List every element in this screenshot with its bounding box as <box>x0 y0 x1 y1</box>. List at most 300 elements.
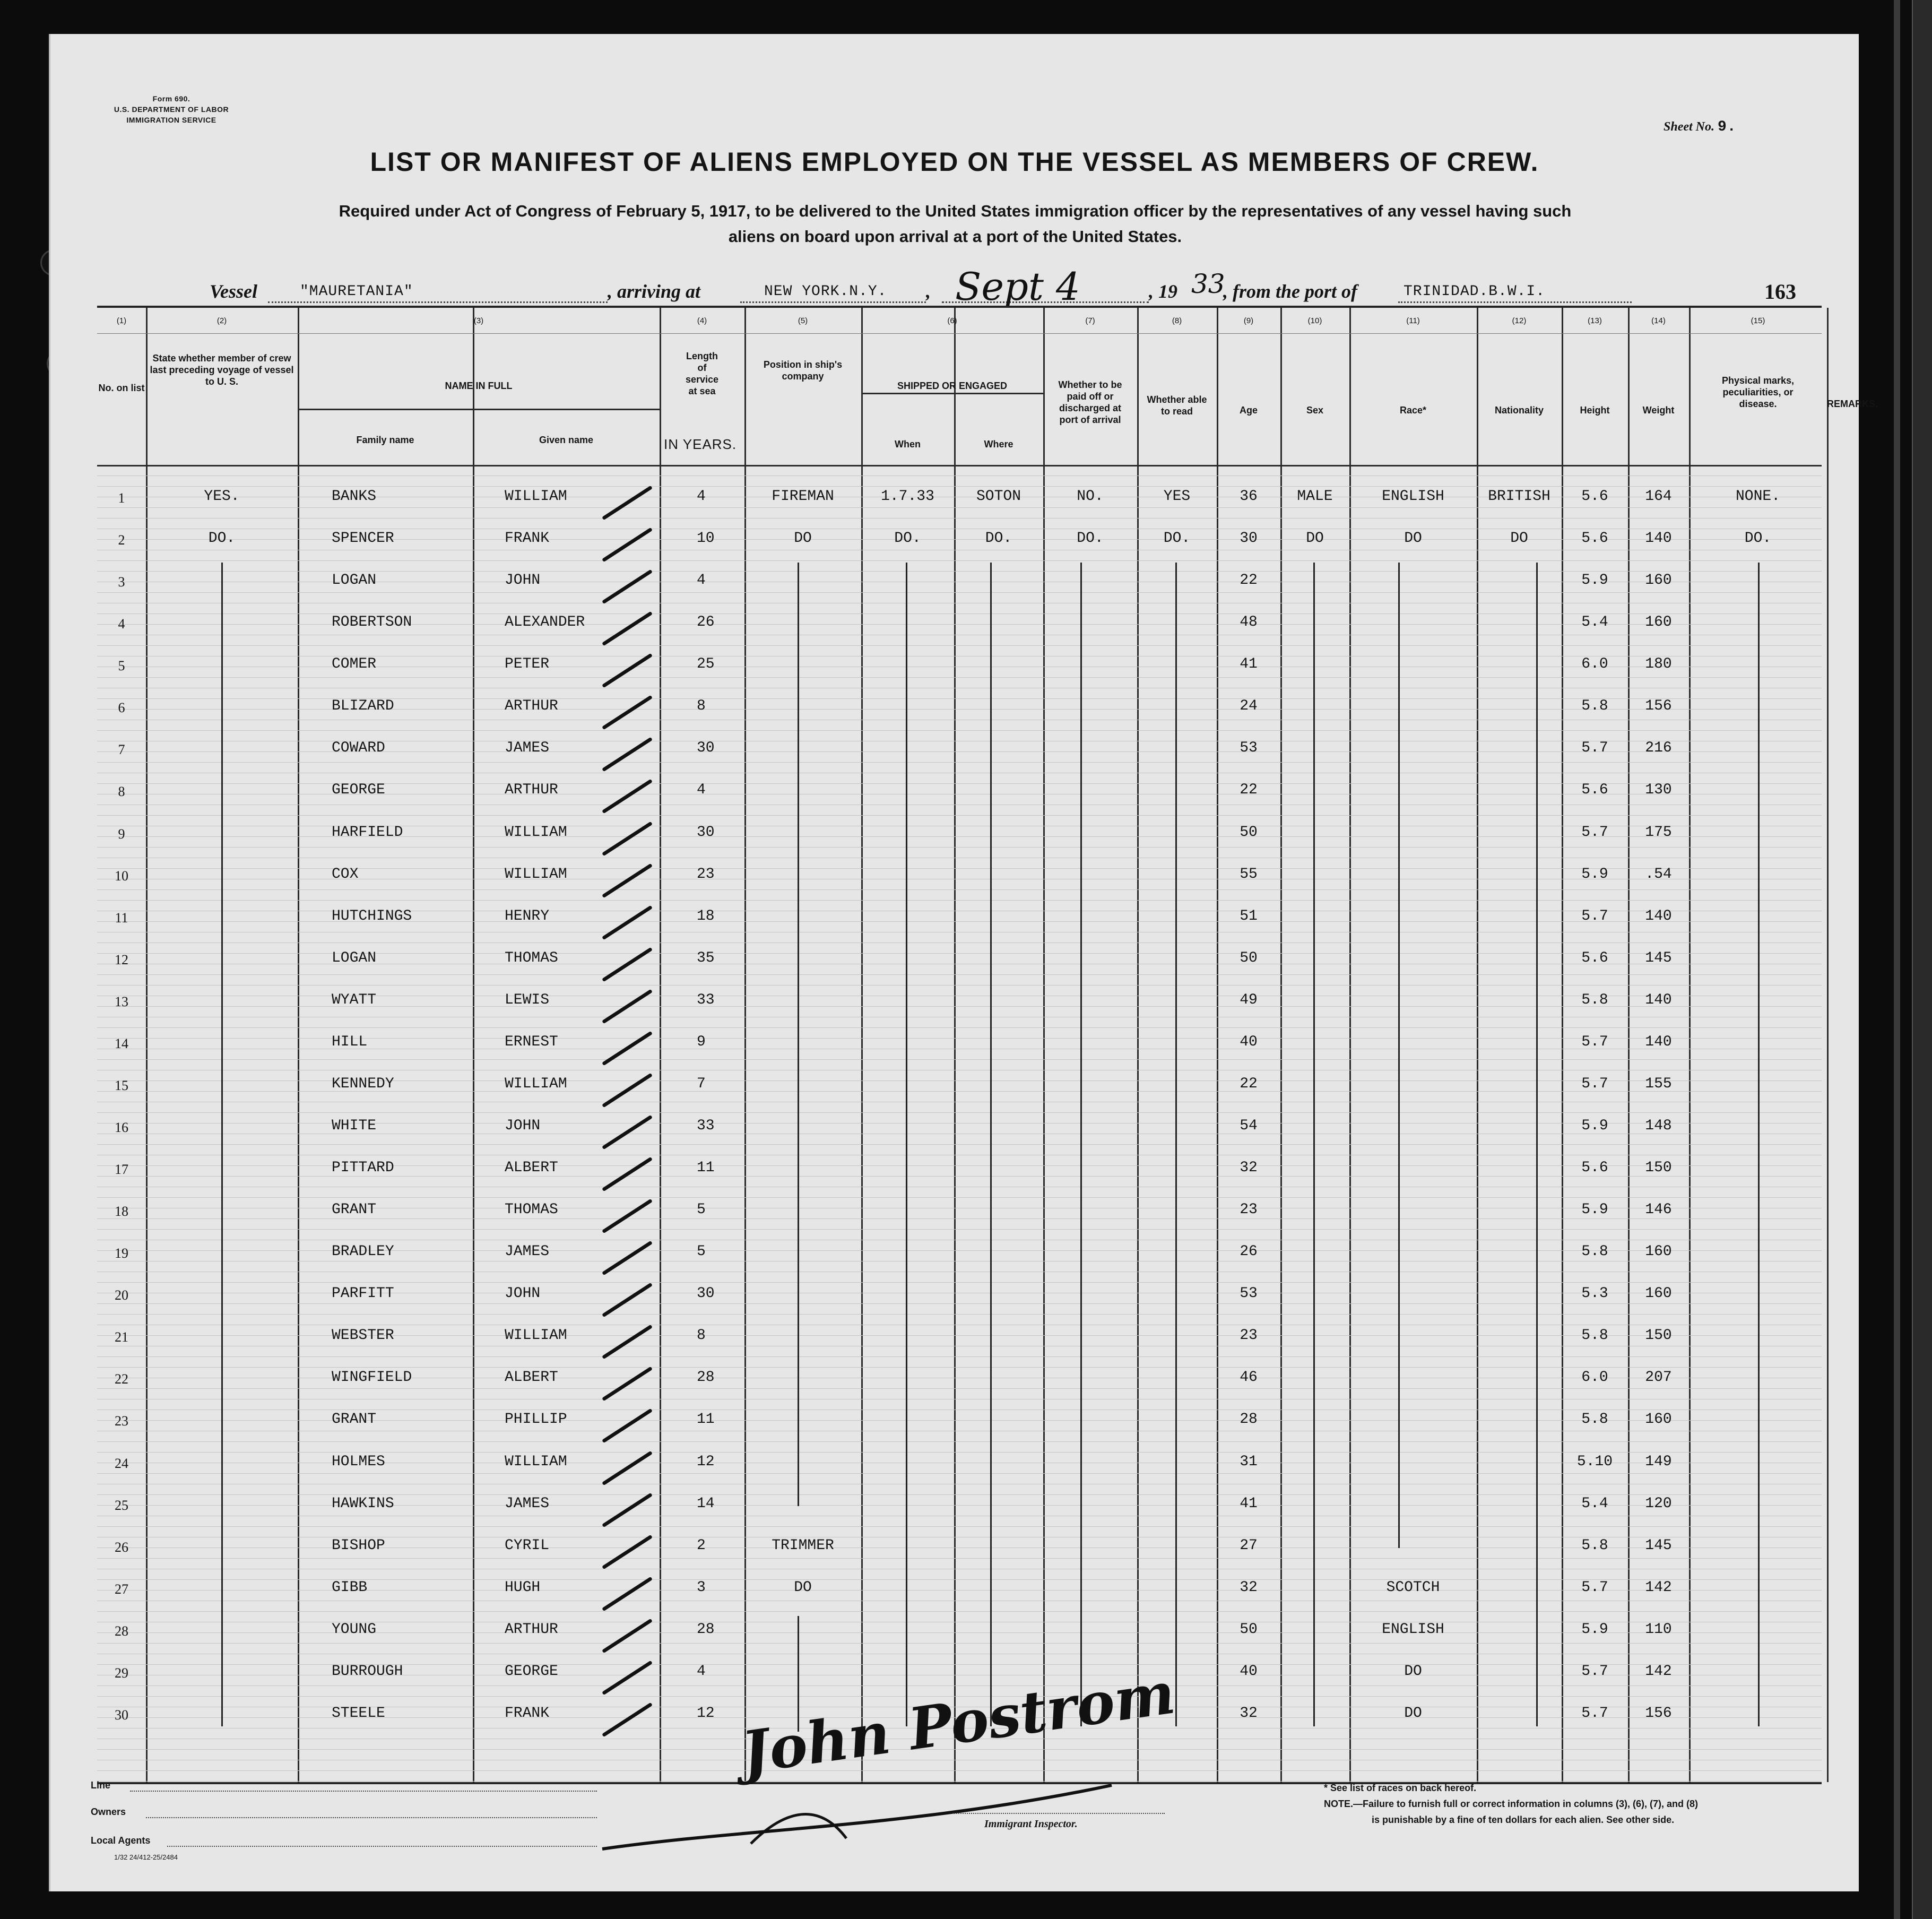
grid-line <box>97 730 1822 731</box>
year-handwritten: 33 <box>1191 269 1225 299</box>
inspector-signature: John Postrom <box>738 1659 1179 1787</box>
cell-family: SPENCER <box>332 530 394 547</box>
cell-age: 31 <box>1240 1453 1258 1470</box>
grid-line <box>97 1314 1822 1315</box>
cell-family: BANKS <box>332 488 377 505</box>
cell-weight: 130 <box>1645 782 1672 799</box>
cell-height: 5.4 <box>1581 1495 1608 1512</box>
row-number: 5 <box>118 658 125 674</box>
sheet-number: 9. <box>1718 119 1737 135</box>
cell-family: BRADLEY <box>332 1243 394 1260</box>
cell-family: GIBB <box>332 1579 368 1596</box>
row-number: 15 <box>115 1077 128 1093</box>
cell-weight: 149 <box>1645 1453 1672 1470</box>
cell-race: DO <box>1404 530 1422 547</box>
cell-family: LOGAN <box>332 949 377 966</box>
col-header-where: Where <box>984 439 1013 450</box>
cell-given: JOHN <box>505 572 541 589</box>
cell-height: 5.4 <box>1581 614 1608 631</box>
col-num-12: (12) <box>1512 316 1527 325</box>
ditto-line-marks <box>1758 563 1760 1726</box>
grid-line <box>97 1144 1822 1145</box>
footnote-races: * See list of races on back hereof. <box>1324 1783 1477 1793</box>
arriving-label: , arriving at <box>608 281 701 302</box>
inspector-label: Immigrant Inspector. <box>984 1818 1078 1830</box>
cell-when: 1.7.33 <box>881 488 934 505</box>
cell-years: 12 <box>697 1705 715 1722</box>
cell-height: 5.9 <box>1581 572 1608 589</box>
grid-line <box>97 762 1822 763</box>
row-number: 17 <box>115 1162 128 1178</box>
cell-family: WHITE <box>332 1118 377 1134</box>
cell-height: 5.7 <box>1581 824 1608 841</box>
cell-weight: 110 <box>1645 1621 1672 1638</box>
from-label: , from the port of <box>1223 281 1358 302</box>
cell-age: 22 <box>1240 1075 1258 1092</box>
cell-weight: 216 <box>1645 740 1672 757</box>
col-header-remarks: REMARKS. <box>1827 399 1878 409</box>
cell-race: ENGLISH <box>1382 488 1444 505</box>
crew-manifest-table <box>97 306 1878 1787</box>
department: U.S. DEPARTMENT OF LABOR <box>114 105 229 114</box>
row-number: 9 <box>118 826 125 842</box>
cell-weight: 160 <box>1645 1243 1672 1260</box>
row-number: 1 <box>118 490 125 506</box>
cell-years: 28 <box>697 1621 715 1638</box>
cell-given: ERNEST <box>505 1033 558 1050</box>
cell-prev: DO. <box>208 530 236 547</box>
cell-weight: 180 <box>1645 656 1672 673</box>
cell-age: 53 <box>1240 1285 1258 1302</box>
col-num-4: (4) <box>697 316 707 325</box>
cell-years: 23 <box>697 866 715 883</box>
cell-weight: 140 <box>1645 991 1672 1008</box>
cell-height: 6.0 <box>1581 1369 1608 1386</box>
cell-weight: 145 <box>1645 949 1672 966</box>
row-number: 27 <box>115 1581 128 1597</box>
cell-height: 5.8 <box>1581 1411 1608 1428</box>
cell-given: JOHN <box>505 1118 541 1134</box>
col-header-age: Age <box>1239 405 1258 416</box>
cell-years: 14 <box>697 1495 715 1512</box>
row-number: 18 <box>115 1204 128 1220</box>
cell-given: ARTHUR <box>505 698 558 715</box>
cell-family: COX <box>332 866 359 883</box>
grid-line <box>97 900 1822 901</box>
header-bottom-rule <box>97 465 1822 466</box>
cell-age: 30 <box>1240 530 1258 547</box>
header-number-rule <box>97 333 1822 334</box>
cell-weight: 156 <box>1645 698 1672 715</box>
col-header-given-name: Given name <box>539 435 594 445</box>
sheet-number-label: Sheet No. 9. <box>1664 119 1737 135</box>
cell-given: GEORGE <box>505 1663 558 1680</box>
cell-weight: 142 <box>1645 1579 1672 1596</box>
line-label: Line <box>91 1780 111 1791</box>
row-number: 12 <box>115 952 128 967</box>
grid-line <box>97 571 1822 572</box>
cell-years: 4 <box>697 488 706 505</box>
cell-years: 33 <box>697 991 715 1008</box>
grid-line <box>97 1356 1822 1357</box>
manifest-sheet <box>49 34 1878 1891</box>
row-number: 20 <box>115 1287 128 1303</box>
cell-given: WILLIAM <box>505 1075 567 1092</box>
cell-nat: BRITISH <box>1488 488 1550 505</box>
col-header-weight: Weight <box>1642 405 1675 416</box>
grid-line <box>97 1473 1822 1474</box>
grid-line <box>97 1027 1822 1028</box>
cell-age: 27 <box>1240 1537 1258 1554</box>
cell-given: ALBERT <box>505 1369 558 1386</box>
grid-line <box>97 677 1822 678</box>
cell-family: HARFIELD <box>332 824 403 841</box>
cell-given: WILLIAM <box>505 866 567 883</box>
col-num-6: (6) <box>947 316 957 325</box>
cell-weight: 150 <box>1645 1160 1672 1177</box>
cell-given: WILLIAM <box>505 1453 567 1470</box>
cell-age: 32 <box>1240 1579 1258 1596</box>
cell-given: ARTHUR <box>505 782 558 799</box>
row-number: 13 <box>115 993 128 1009</box>
vessel-line: Vessel "MAURETANIA" , arriving at NEW YORK.N.Y. , Sept 4 , 19 33 , from the port of TRINIDAD.B.W.I. 163 <box>210 264 1796 309</box>
cell-age: 40 <box>1240 1663 1258 1680</box>
cell-weight: 142 <box>1645 1663 1672 1680</box>
cell-weight: 146 <box>1645 1201 1672 1218</box>
cell-weight: 145 <box>1645 1537 1672 1554</box>
cell-height: 6.0 <box>1581 656 1608 673</box>
cell-height: 5.6 <box>1581 530 1608 547</box>
cell-family: HOLMES <box>332 1453 385 1470</box>
ditto-line-paid <box>1080 563 1082 1726</box>
grid-line <box>97 1282 1822 1283</box>
cell-years: 25 <box>697 656 715 673</box>
col-num-15: (15) <box>1751 316 1765 325</box>
col-header-prev-voyage: State whether member of crew last preceding voyage of vessel to U. S. <box>150 353 294 387</box>
col-header-family-name: Family name <box>356 435 414 445</box>
cell-height: 5.6 <box>1581 782 1608 799</box>
cell-years: 30 <box>697 824 715 841</box>
col-num-5: (5) <box>798 316 808 325</box>
cell-given: PHILLIP <box>505 1411 567 1428</box>
cell-given: HENRY <box>505 907 550 924</box>
row-number: 7 <box>118 742 125 758</box>
cell-age: 36 <box>1240 488 1258 505</box>
grid-line <box>97 1685 1822 1686</box>
form-header <box>92 93 251 125</box>
cell-family: HUTCHINGS <box>332 907 412 924</box>
cell-weight: 160 <box>1645 1411 1672 1428</box>
cell-weight: 120 <box>1645 1495 1672 1512</box>
grid-line <box>97 1197 1822 1198</box>
cell-weight: 140 <box>1645 907 1672 924</box>
cell-weight: 156 <box>1645 1705 1672 1722</box>
cell-height: 5.9 <box>1581 1201 1608 1218</box>
cell-height: 5.6 <box>1581 1160 1608 1177</box>
grid-line <box>97 815 1822 816</box>
cell-height: 5.8 <box>1581 991 1608 1008</box>
grid-line <box>97 1441 1822 1442</box>
cell-paid: NO. <box>1077 488 1104 505</box>
row-number: 25 <box>115 1497 128 1513</box>
col-header-when: When <box>895 439 921 450</box>
cell-given: THOMAS <box>505 949 558 966</box>
grid-line <box>97 1303 1822 1304</box>
cell-given: PETER <box>505 656 550 673</box>
cell-marks: DO. <box>1744 530 1772 547</box>
col-header-no: No. on list <box>98 383 145 393</box>
service: IMMIGRATION SERVICE <box>126 116 216 124</box>
row-number: 24 <box>115 1455 128 1471</box>
cell-years: 30 <box>697 1285 715 1302</box>
cell-height: 5.8 <box>1581 1327 1608 1344</box>
col-header-height: Height <box>1580 405 1610 416</box>
arrival-date-handwritten: Sept 4 <box>955 264 1080 309</box>
cell-family: HILL <box>332 1033 368 1050</box>
cell-family: YOUNG <box>332 1621 377 1638</box>
cell-height: 5.8 <box>1581 698 1608 715</box>
cell-weight: 140 <box>1645 1033 1672 1050</box>
col-header-paid-off: Whether to be paid off or discharged at port of arrival <box>1058 379 1122 425</box>
col-header-position: Position in ship's company <box>763 359 843 382</box>
cell-position: TRIMMER <box>772 1537 834 1554</box>
cell-age: 40 <box>1240 1033 1258 1050</box>
row-number: 2 <box>118 532 125 548</box>
row-number: 10 <box>115 868 128 884</box>
cell-family: WEBSTER <box>332 1327 394 1344</box>
cell-given: CYRIL <box>505 1537 550 1554</box>
cell-race: DO <box>1404 1663 1422 1680</box>
col-num-8: (8) <box>1172 316 1182 325</box>
cell-height: 5.9 <box>1581 1118 1608 1134</box>
cell-when: DO. <box>894 530 921 547</box>
grid-line <box>97 1176 1822 1177</box>
cell-years: 28 <box>697 1369 715 1386</box>
column-rule <box>1827 308 1829 1782</box>
grid-line <box>97 592 1822 593</box>
grid-line <box>97 1112 1822 1113</box>
cell-weight: 150 <box>1645 1327 1672 1344</box>
grid-line <box>97 507 1822 508</box>
cell-family: GEORGE <box>332 782 385 799</box>
ditto-line-sex <box>1313 563 1315 1726</box>
cell-position: DO <box>794 1579 812 1596</box>
ditto-line-prev <box>221 563 223 1726</box>
cell-weight: .54 <box>1645 866 1672 883</box>
grid-line <box>97 1558 1822 1559</box>
row-number: 16 <box>115 1120 128 1135</box>
cell-age: 32 <box>1240 1160 1258 1177</box>
cell-height: 5.9 <box>1581 866 1608 883</box>
cell-sex: MALE <box>1297 488 1333 505</box>
row-number: 6 <box>118 700 125 716</box>
row-number: 4 <box>118 616 125 632</box>
signature-flourish <box>592 1732 1122 1860</box>
ditto-line-when <box>906 563 907 1726</box>
col-header-nationality: Nationality <box>1494 405 1544 416</box>
cell-given: THOMAS <box>505 1201 558 1218</box>
cell-years: 5 <box>697 1243 706 1260</box>
col-num-7: (7) <box>1085 316 1095 325</box>
cell-years: 11 <box>697 1411 715 1428</box>
row-number: 19 <box>115 1246 128 1261</box>
col-header-sex: Sex <box>1306 405 1324 416</box>
cell-height: 5.7 <box>1581 1705 1608 1722</box>
cell-family: PITTARD <box>332 1160 394 1177</box>
grid-line <box>97 889 1822 890</box>
page-subtitle: Required under Act of Congress of February 5, 1917, to be delivered to the United States immigration officer by the representatives of any vessel having such aliens on board upon arrival at a port of the United States. <box>339 202 1572 246</box>
cell-family: COWARD <box>332 740 385 757</box>
col-header-race: Race* <box>1399 405 1427 416</box>
cell-years: 4 <box>697 782 706 799</box>
col-num-14: (14) <box>1651 316 1666 325</box>
cell-paid: DO. <box>1077 530 1104 547</box>
cell-years: 8 <box>697 698 706 715</box>
cell-family: WINGFIELD <box>332 1369 412 1386</box>
cell-race: DO <box>1404 1705 1422 1722</box>
grid-line <box>97 1059 1822 1060</box>
form-number: Form 690. <box>152 94 190 103</box>
ditto-line-race <box>1398 563 1400 1548</box>
grid-line <box>97 1367 1822 1368</box>
cell-age: 41 <box>1240 656 1258 673</box>
cell-weight: 148 <box>1645 1118 1672 1134</box>
cell-height: 5.7 <box>1581 1033 1608 1050</box>
cell-age: 55 <box>1240 866 1258 883</box>
owners-label: Owners <box>91 1806 126 1817</box>
shipped-subheader-rule <box>861 393 1043 394</box>
cell-sex: DO <box>1306 530 1324 547</box>
cell-age: 49 <box>1240 991 1258 1008</box>
cell-weight: 175 <box>1645 824 1672 841</box>
name-subheader-rule <box>298 409 660 410</box>
cell-years: 33 <box>697 1118 715 1134</box>
row-number: 30 <box>115 1707 128 1723</box>
grid-line <box>97 486 1822 487</box>
cell-age: 32 <box>1240 1705 1258 1722</box>
grid-line <box>97 1643 1822 1644</box>
cell-years: 5 <box>697 1201 706 1218</box>
cell-height: 5.8 <box>1581 1537 1608 1554</box>
cell-where: SOTON <box>976 488 1021 505</box>
cell-family: GRANT <box>332 1201 377 1218</box>
cell-years: 4 <box>697 572 706 589</box>
row-number: 22 <box>115 1371 128 1387</box>
row-number: 14 <box>115 1035 128 1051</box>
ditto-line-position <box>798 563 799 1506</box>
page-number: 163 <box>1764 280 1796 304</box>
vessel-label: Vessel <box>210 281 257 302</box>
cell-years: 3 <box>697 1579 706 1596</box>
grid-line <box>97 1452 1822 1453</box>
col-num-11: (11) <box>1406 316 1420 325</box>
grid-line <box>97 1611 1822 1612</box>
cell-height: 5.3 <box>1581 1285 1608 1302</box>
cell-age: 24 <box>1240 698 1258 715</box>
col-num-13: (13) <box>1588 316 1602 325</box>
cell-age: 22 <box>1240 782 1258 799</box>
cell-given: WILLIAM <box>505 824 567 841</box>
signature-underline <box>602 1785 1112 1849</box>
cell-years: 18 <box>697 907 715 924</box>
ditto-line-where <box>990 563 992 1726</box>
cell-family: WYATT <box>332 991 377 1008</box>
cell-given: FRANK <box>505 1705 550 1722</box>
col-header-service-unit: IN YEARS. <box>664 436 737 452</box>
cell-family: STEELE <box>332 1705 385 1722</box>
cell-given: ALEXANDER <box>505 614 585 631</box>
cell-given: HUGH <box>505 1579 541 1596</box>
cell-where: DO. <box>985 530 1012 547</box>
agents-label: Local Agents <box>91 1835 151 1846</box>
cell-height: 5.7 <box>1581 740 1608 757</box>
cell-read: YES <box>1163 488 1191 505</box>
row-number: 11 <box>115 910 128 926</box>
col-num-1: (1) <box>116 316 127 325</box>
cell-weight: 160 <box>1645 1285 1672 1302</box>
col-num-10: (10) <box>1307 316 1322 325</box>
cell-position: FIREMAN <box>772 488 834 505</box>
cell-age: 50 <box>1240 824 1258 841</box>
cell-years: 8 <box>697 1327 706 1344</box>
cell-years: 26 <box>697 614 715 631</box>
cell-position: DO <box>794 530 812 547</box>
cell-age: 41 <box>1240 1495 1258 1512</box>
cell-family: KENNEDY <box>332 1075 394 1092</box>
cell-given: WILLIAM <box>505 1327 567 1344</box>
cell-race: SCOTCH <box>1386 1579 1440 1596</box>
cell-age: 23 <box>1240 1201 1258 1218</box>
cell-family: BISHOP <box>332 1537 385 1554</box>
cell-years: 11 <box>697 1160 715 1177</box>
ditto-line-nationality <box>1536 563 1538 1726</box>
cell-age: 22 <box>1240 572 1258 589</box>
col-header-name: NAME IN FULL <box>445 381 513 391</box>
cell-years: 4 <box>697 1663 706 1680</box>
cell-read: DO. <box>1163 530 1191 547</box>
col-header-service-length: Length of service at sea <box>685 351 719 396</box>
row-number: 28 <box>115 1623 128 1639</box>
cell-given: ALBERT <box>505 1160 558 1177</box>
cell-given: LEWIS <box>505 991 550 1008</box>
row-number: 26 <box>115 1539 128 1555</box>
cell-height: 5.7 <box>1581 1075 1608 1092</box>
col-header-physical-marks: Physical marks, peculiarities, or disease. <box>1721 375 1795 409</box>
row-number: 3 <box>118 574 125 590</box>
col-num-3: (3) <box>473 316 484 325</box>
row-number: 23 <box>115 1413 128 1429</box>
grid-line <box>97 847 1822 848</box>
cell-given: JOHN <box>505 1285 541 1302</box>
cell-age: 46 <box>1240 1369 1258 1386</box>
vessel-name: "MAURETANIA" <box>300 283 413 300</box>
row-number: 21 <box>115 1329 128 1345</box>
cell-height: 5.7 <box>1581 1579 1608 1596</box>
cell-nat: DO <box>1510 530 1528 547</box>
cell-height: 5.7 <box>1581 907 1608 924</box>
cell-given: JAMES <box>505 1495 550 1512</box>
cell-given: JAMES <box>505 740 550 757</box>
cell-given: JAMES <box>505 1243 550 1260</box>
cell-age: 23 <box>1240 1327 1258 1344</box>
page-title: LIST OR MANIFEST OF ALIENS EMPLOYED ON THE VESSEL AS MEMBERS OF CREW. <box>370 147 1539 177</box>
cell-race: ENGLISH <box>1382 1621 1444 1638</box>
grid-line <box>97 1526 1822 1527</box>
cell-height: 5.6 <box>1581 488 1608 505</box>
cell-years: 30 <box>697 740 715 757</box>
cell-given: FRANK <box>505 530 550 547</box>
cell-years: 2 <box>697 1537 706 1554</box>
